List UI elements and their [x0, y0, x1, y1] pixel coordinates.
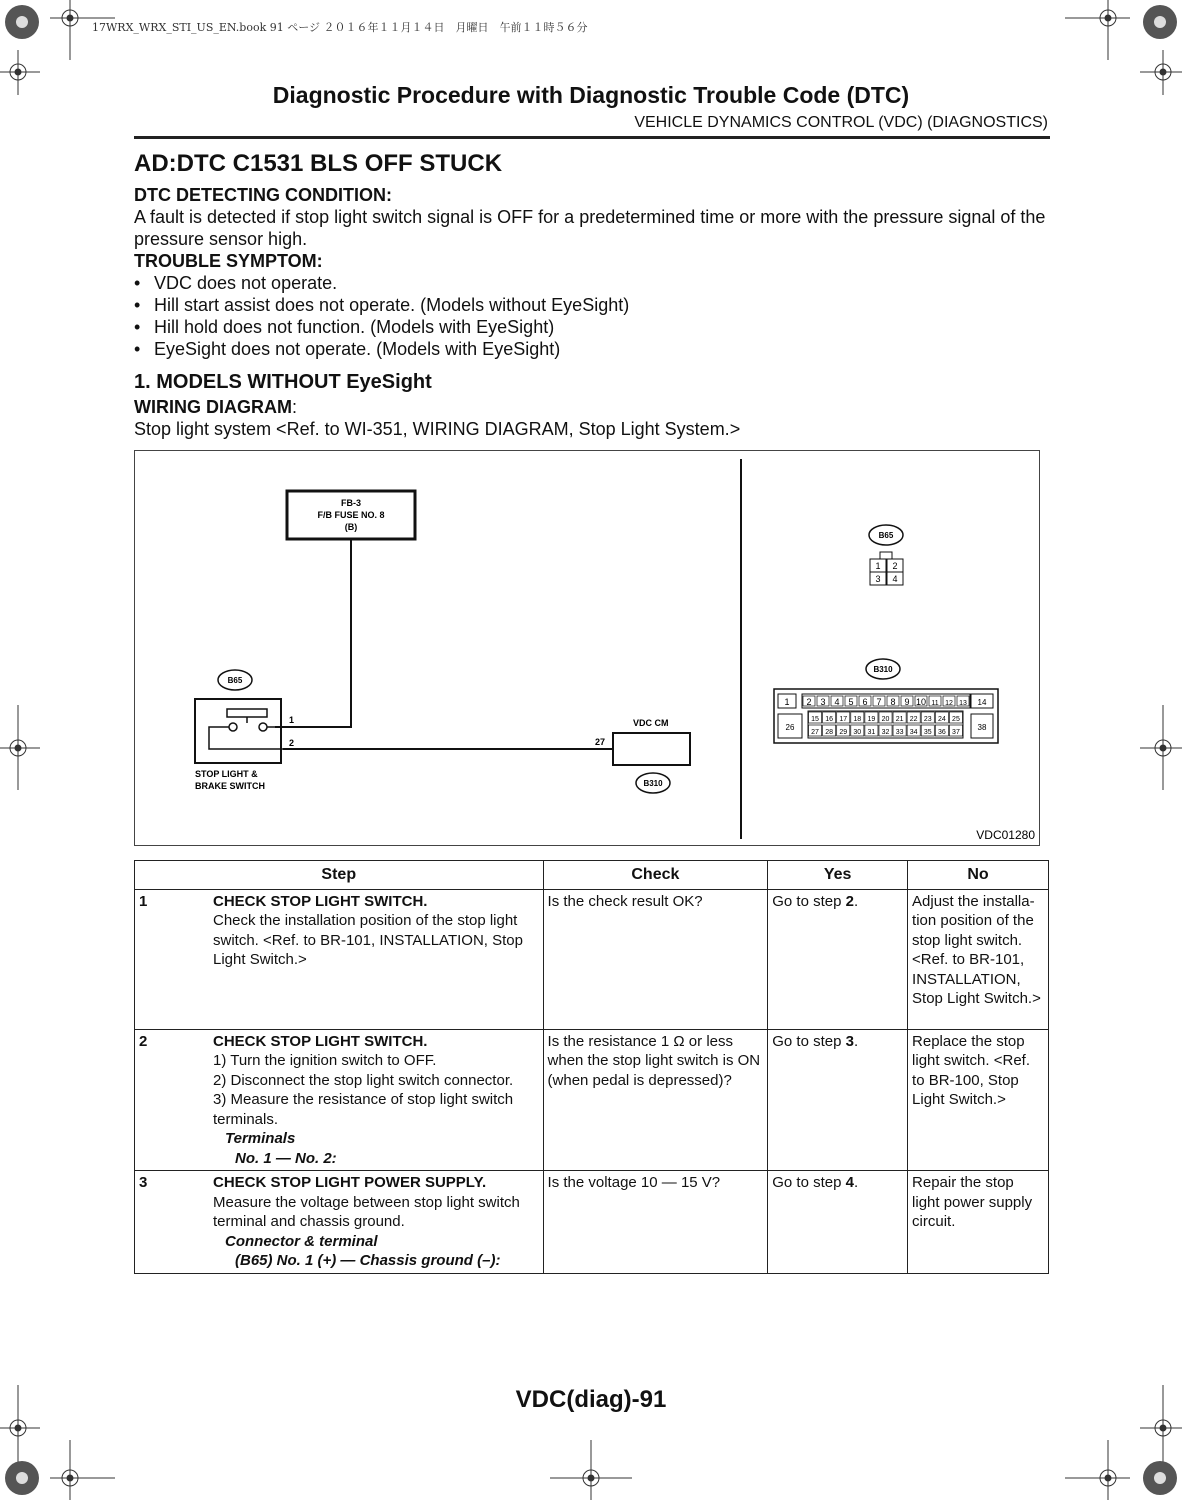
- b65-label: B65: [227, 676, 243, 685]
- vdc-cm-label: VDC CM: [633, 718, 669, 728]
- symptom-item: • Hill start assist does not operate. (Models without EyeSight): [134, 295, 630, 315]
- b310-pin-label: 28: [825, 729, 834, 736]
- switch-label-1: STOP LIGHT &: [195, 769, 258, 779]
- b310-pin-label: 25: [952, 716, 960, 723]
- b310-pin-label: 37: [952, 729, 960, 736]
- b65-connector-face: [870, 559, 903, 585]
- b310-label: B310: [643, 779, 663, 788]
- steps-table: [134, 860, 1049, 1274]
- b310-pin-label: 34: [909, 729, 918, 736]
- step-title: CHECK STOP LIGHT SWITCH.: [213, 1032, 428, 1050]
- b310-pin-label: 27: [811, 729, 819, 736]
- step-item: 1) Turn the ignition switch to OFF.: [213, 1052, 437, 1069]
- b310-pin-label: 19: [867, 716, 876, 723]
- vdc-cm-box: [613, 733, 690, 765]
- b310-pin-label: 26: [785, 723, 795, 732]
- b310-pin-label: 20: [881, 716, 890, 723]
- b310-pin-label: 30: [853, 729, 862, 736]
- diagram-code: VDC01280: [976, 828, 1035, 842]
- b65-view-label: B65: [878, 531, 894, 540]
- table-row: [135, 889, 1049, 1029]
- table-row: [135, 1171, 1049, 1274]
- wiring-heading-line: WIRING DIAGRAM:: [134, 397, 297, 417]
- b310-pin-label: 12: [945, 700, 953, 707]
- svg-text:2: 2: [892, 561, 898, 571]
- b310-pin-label: 1: [784, 697, 790, 707]
- print-header: 17WRX_WRX_STI_US_EN.book 91 ページ ２０１６年１１月１４日 月曜日 午前１１時５６分: [92, 21, 588, 34]
- switch-contact: [229, 723, 237, 731]
- fuse-label-1: FB-3: [341, 498, 361, 508]
- yes-step-link[interactable]: 2: [845, 892, 854, 910]
- b310-pin-label: 16: [825, 716, 834, 723]
- b310-pin-label: 11: [931, 700, 939, 707]
- header-yes: Yes: [768, 861, 908, 890]
- dtc-body: [134, 184, 1054, 440]
- svg-text:4: 4: [892, 574, 898, 584]
- b310-pin-label: 32: [881, 729, 890, 736]
- wiring-diagram-svg: [135, 451, 1039, 845]
- pin-1-label: 1: [289, 715, 295, 725]
- fuse-label-3: (B): [344, 522, 358, 532]
- b310-pin-label: 15: [811, 716, 819, 723]
- no-cell: Replace the stop light switch. <Ref. to BR-100, Stop Light Switch.>: [908, 1029, 1049, 1171]
- section-title: VEHICLE DYNAMICS CONTROL (VDC) (DIAGNOSTICS): [634, 114, 1048, 131]
- b310-pin-label: 33: [895, 729, 904, 736]
- table-header-row: [135, 861, 1049, 890]
- b310-pin-label: 5: [848, 697, 854, 707]
- b310-pin-label: 29: [839, 729, 848, 736]
- b310-pin-label: 6: [862, 697, 868, 707]
- detecting-heading: DTC DETECTING CONDITION:: [134, 185, 392, 205]
- b310-pin-label: 3: [820, 697, 826, 707]
- detecting-text: A fault is detected if stop light switch signal is OFF for a predetermined time or more with the pressure signal of the pressure sensor high.: [134, 207, 1046, 249]
- symptom-item: • Hill hold does not function. (Models with EyeSight): [134, 317, 555, 337]
- b310-pin-label: 14: [977, 698, 987, 707]
- yes-cell: Go to step 2.: [768, 889, 908, 1029]
- step-text: Check the installation position of the stop light switch. <Ref. to BR-101, INSTALLATION, Stop Light Switch.>: [213, 912, 523, 968]
- b310-pin-label: 38: [977, 723, 987, 732]
- b310-pin-label: 31: [867, 729, 876, 736]
- b310-pin-label: 8: [890, 697, 896, 707]
- b310-pin-label: 35: [923, 729, 932, 736]
- pin-27-label: 27: [595, 737, 606, 747]
- step-item: 2) Disconnect the stop light switch connector.: [213, 1071, 514, 1089]
- b310-connector-face: [774, 689, 998, 743]
- header-no: No: [908, 861, 1049, 890]
- switch-label-2: BRAKE SWITCH: [195, 781, 265, 791]
- no-cell: Adjust the installa-tion position of the stop light switch. <Ref. to BR-101, INSTALLATION, Stop Light Switch.>: [908, 889, 1049, 1029]
- models-heading: 1. MODELS WITHOUT EyeSight: [134, 371, 432, 393]
- b310-pin-label: 10: [915, 697, 927, 707]
- page-title: Diagnostic Procedure with Diagnostic Trouble Code (DTC): [272, 82, 910, 108]
- b310-pin-label: 2: [806, 697, 812, 707]
- step-title: CHECK STOP LIGHT SWITCH.: [213, 892, 428, 910]
- b310-pin-label: 18: [853, 716, 862, 723]
- check-cell: Is the resistance 1 Ω or less when the stop light switch is ON (when pedal is depressed)?: [543, 1029, 768, 1171]
- switch-contact: [259, 723, 267, 731]
- header-check: Check: [543, 861, 768, 890]
- yes-cell: Go to step 3.: [768, 1029, 908, 1171]
- b310-pin-label: 21: [895, 716, 904, 723]
- pin-2-label: 2: [289, 738, 295, 748]
- dtc-title: AD:DTC C1531 BLS OFF STUCK: [134, 150, 503, 177]
- header-rule: [134, 136, 1050, 139]
- wire-fuse-to-switch: [275, 539, 351, 727]
- check-cell: Is the check result OK?: [543, 889, 768, 1029]
- terminals-heading: Terminals: [225, 1130, 296, 1147]
- connector-value: (B65) No. 1 (+) — Chassis ground (–):: [235, 1252, 501, 1269]
- step-text: Measure the voltage between stop light switch terminal and chassis ground.: [213, 1193, 520, 1230]
- terminals-value: No. 1 — No. 2:: [235, 1149, 337, 1167]
- page-number: VDC(diag)-91: [515, 1386, 667, 1413]
- b310-pin-label: 9: [904, 697, 910, 707]
- b310-pin-label: 24: [937, 716, 946, 723]
- b310-view-label: B310: [873, 665, 893, 674]
- step-cell: [135, 1029, 544, 1171]
- step-item: 3) Measure the resistance of stop light switch terminals.: [213, 1091, 514, 1128]
- step-number: 1: [139, 892, 148, 910]
- symptom-item: • VDC does not operate.: [134, 273, 338, 293]
- step-cell: [135, 889, 544, 1029]
- no-cell: Repair the stop light power supply circuit.: [908, 1171, 1049, 1274]
- b310-pin-label: 22: [909, 716, 918, 723]
- wiring-text: Stop light system <Ref. to WI-351, WIRING DIAGRAM, Stop Light System.>: [134, 419, 741, 439]
- header-step: Step: [135, 861, 544, 890]
- table-row: [135, 1029, 1049, 1171]
- b310-pin-label: 23: [923, 716, 932, 723]
- symptom-heading: TROUBLE SYMPTOM:: [134, 251, 323, 271]
- wiring-diagram: [134, 450, 1040, 846]
- step-title: CHECK STOP LIGHT POWER SUPPLY.: [213, 1174, 487, 1191]
- symptom-item: • EyeSight does not operate. (Models with EyeSight): [134, 339, 561, 359]
- step-number: 2: [139, 1032, 148, 1050]
- b310-pin-label: 17: [839, 716, 848, 723]
- svg-text:1: 1: [875, 561, 881, 571]
- connector-heading: Connector & terminal: [225, 1232, 378, 1250]
- step-number: 3: [139, 1174, 148, 1191]
- yes-step-link[interactable]: 4: [845, 1174, 854, 1191]
- check-cell: Is the voltage 10 — 15 V?: [543, 1171, 768, 1274]
- b310-pin-label: 36: [937, 729, 946, 736]
- b310-pin-label: 13: [959, 700, 967, 707]
- yes-step-link[interactable]: 3: [845, 1032, 854, 1050]
- switch-plunger: [227, 709, 267, 717]
- b310-pin-label: 4: [834, 697, 840, 707]
- b310-pin-label: 7: [876, 697, 882, 707]
- yes-cell: Go to step 4.: [768, 1171, 908, 1274]
- step-cell: [135, 1171, 544, 1274]
- svg-text:3: 3: [875, 574, 881, 584]
- fuse-label-2: F/B FUSE NO. 8: [317, 510, 385, 520]
